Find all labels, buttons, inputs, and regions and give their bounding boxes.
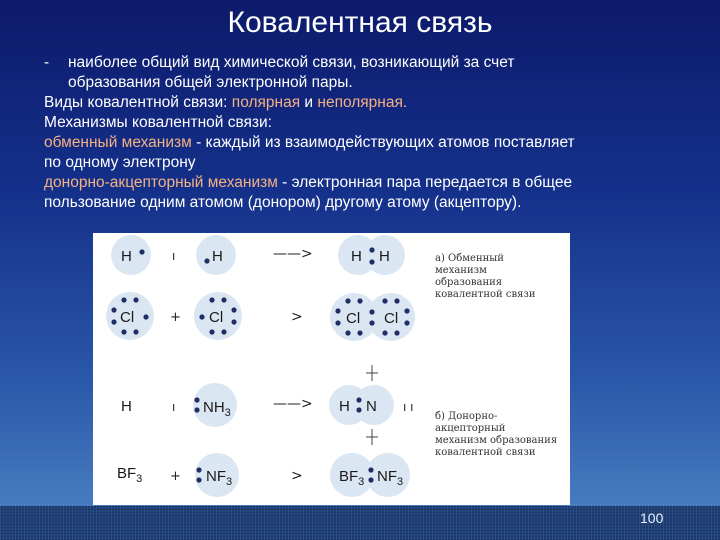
types-line	[44, 93, 704, 113]
electron-dot	[356, 397, 361, 402]
electron-dot	[121, 329, 126, 334]
electron-dot	[133, 297, 138, 302]
bond-diagram	[93, 233, 570, 505]
electron-dot	[204, 258, 209, 263]
bond-diagram-svg	[93, 233, 570, 505]
row-cl-cl	[106, 292, 415, 341]
donor-line	[44, 173, 704, 213]
electron-dot	[368, 467, 373, 472]
donor-desc-b: пользование одним атомом (донором) другому атому (акцептору).	[44, 194, 522, 211]
electron-dot	[143, 314, 148, 319]
symbol-h: H	[121, 248, 132, 265]
donor-desc-a: - электронная пара передается в общее	[277, 174, 573, 191]
electron-dot	[209, 297, 214, 302]
caption-b-line1: б) Донорно-	[435, 411, 498, 422]
page-number: 100	[640, 510, 664, 526]
electron-dot	[345, 330, 350, 335]
list-dash: -	[44, 54, 50, 71]
row-bf3-nf3	[117, 453, 410, 497]
bond-mark: ı ı	[403, 400, 414, 414]
symbol-h: H	[121, 398, 132, 415]
plus-sign: ı	[172, 249, 176, 263]
symbol-bf3: $BF_3$	[117, 465, 143, 485]
definition-text-b: образования общей электронной пары.	[68, 74, 353, 91]
row-h-h	[111, 235, 405, 275]
electron-dot	[394, 298, 399, 303]
electron-dot	[335, 320, 340, 325]
symbol-bf3: $BF_3$	[339, 468, 365, 488]
electron-dot	[369, 247, 374, 252]
electron-dot	[221, 297, 226, 302]
symbol-h: H	[339, 398, 350, 415]
definition-line	[44, 53, 704, 93]
electron-dot	[368, 477, 373, 482]
electron-dot	[369, 320, 374, 325]
exchange-line	[44, 133, 704, 173]
symbol-cl: Cl	[209, 309, 224, 326]
electron-dot	[121, 297, 126, 302]
symbol-nf3: $NF_3$	[377, 468, 404, 488]
donor-term: донорно-акцепторный механизм	[44, 174, 278, 191]
caption-exchange	[435, 253, 536, 300]
electron-dot	[356, 407, 361, 412]
symbol-nh3: $NH_3$	[203, 399, 231, 419]
electron-dot	[133, 329, 138, 334]
symbol-h: H	[379, 248, 390, 265]
reaction-arrow: >	[291, 468, 303, 484]
plus-sign: +	[170, 469, 181, 484]
caption-b-line2: акцепторный	[435, 423, 506, 434]
mechanisms-label: Механизмы ковалентной связи:	[44, 114, 272, 131]
row-h-nh3	[121, 365, 413, 445]
caption-a-line3: образования	[435, 277, 503, 288]
symbol-h: H	[351, 248, 362, 265]
electron-dot	[404, 320, 409, 325]
electron-dot	[382, 298, 387, 303]
electron-dot	[369, 259, 374, 264]
electron-dot	[357, 330, 362, 335]
caption-b-line3: механизм образования	[435, 435, 558, 446]
symbol-h: H	[212, 248, 223, 265]
plus-sign: ı	[172, 400, 176, 414]
exchange-term: обменный механизм	[44, 134, 192, 151]
electron-dot	[335, 308, 340, 313]
electron-dot	[111, 307, 116, 312]
symbol-n: N	[366, 398, 377, 415]
electron-dot	[196, 467, 201, 472]
exchange-desc-b: по одному электрону	[44, 154, 196, 171]
types-label: Виды ковалентной связи:	[44, 94, 232, 111]
definition-text-a: наиболее общий вид химической связи, возникающий за счет	[68, 54, 515, 71]
electron-dot	[199, 314, 204, 319]
symbol-cl: Cl	[384, 310, 399, 327]
symbol-nf3: $NF_3$	[206, 468, 233, 488]
electron-dot	[404, 308, 409, 313]
caption-a-line2: механизм	[435, 265, 487, 276]
symbol-cl: Cl	[120, 309, 135, 326]
types-nonpolar: неполярная.	[317, 94, 408, 111]
electron-dot	[139, 249, 144, 254]
bottom-strip	[0, 506, 720, 540]
types-polar: полярная	[231, 94, 301, 111]
reaction-arrow: >	[291, 309, 303, 325]
electron-dot	[194, 407, 199, 412]
slide-title: Ковалентная связь	[227, 6, 493, 39]
symbol-cl: Cl	[346, 310, 361, 327]
electron-dot	[209, 329, 214, 334]
caption-a-line4: ковалентной связи	[435, 289, 536, 300]
electron-dot	[231, 319, 236, 324]
electron-dot	[111, 319, 116, 324]
caption-a-line1: а) Обменный	[435, 253, 504, 264]
caption-b-line4: ковалентной связи	[435, 447, 536, 458]
types-and: и	[300, 94, 318, 111]
exchange-desc-a: - каждый из взаимодействующих атомов поставляет	[191, 134, 575, 151]
caption-donor	[435, 411, 557, 458]
slide-body	[44, 53, 704, 213]
electron-dot	[194, 397, 199, 402]
electron-dot	[221, 329, 226, 334]
electron-dot	[369, 309, 374, 314]
electron-dot	[357, 298, 362, 303]
electron-dot	[345, 298, 350, 303]
reaction-arrow: ——>	[273, 246, 313, 262]
electron-dot	[196, 477, 201, 482]
electron-dot	[231, 307, 236, 312]
reaction-arrow: ——>	[273, 396, 313, 412]
plus-sign: +	[170, 310, 181, 325]
electron-dot	[382, 330, 387, 335]
electron-dot	[394, 330, 399, 335]
